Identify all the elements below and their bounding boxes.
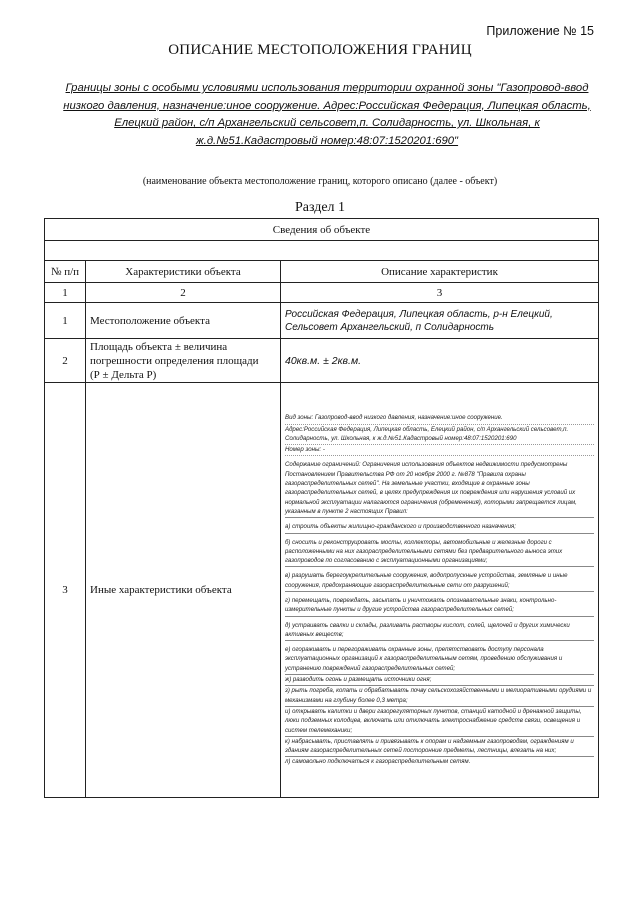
empty-cell	[45, 241, 599, 261]
object-info-heading: Сведения об объекте	[45, 219, 599, 241]
restriction-item: и) открывать калитки и двери газорегуляторных пунктов, станций катодной и дренажной защиты, люки подземных колодцев, включать или отключать электроснабжение средств связи, освещения и систем телемеханики;	[285, 707, 594, 737]
restriction-item: в) разрушать берегоукрепительные сооружения, водопропускные устройства, земляные и иные сооружения, предохраняющие газораспределительные сети от разрушений;	[285, 571, 594, 592]
column-number: 2	[86, 283, 281, 303]
restriction-item: л) самовольно подключаться к газораспределительным сетям.	[285, 758, 471, 766]
restriction-item: б) сносить и реконструировать мосты, коллекторы, автомобильные и железные дороги с расположенными на них газораспределительными сетями без предварительного выноса этих газопроводов по согласованию с эксплуатационными организациями;	[285, 538, 594, 568]
section-title: Раздел 1	[294, 200, 346, 215]
object-caption: (наименование объекта местоположение границ, которого описано (далее - объект)	[142, 176, 498, 187]
header-number: № п/п	[45, 261, 86, 283]
zone-type: Вид зоны: Газопровод-ввод низкого давления, назначение:иное сооружение.	[285, 413, 594, 424]
header-description: Описание характеристик	[281, 261, 599, 283]
characteristic-name-line: Площадь объекта ± величина	[90, 340, 228, 353]
column-number-row	[45, 283, 599, 303]
restriction-item: к) набрасывать, приставлять и привязывать к опорам и надземным газопроводам, ограждениям и зданиям газораспределительных сетей посторонние предметы, лестницы, влезать на них;	[285, 737, 594, 758]
table-row	[45, 339, 599, 383]
appendix-label: Приложение № 15	[486, 24, 594, 38]
table-row	[45, 303, 599, 339]
restriction-item: ж) разводить огонь и размещать источники огня;	[285, 675, 594, 686]
characteristic-name: Иные характеристики объекта	[86, 383, 281, 798]
zone-line: ж.д.№51.Кадастровый номер:48:07:1520201:690"	[195, 134, 459, 147]
row-number: 1	[45, 303, 86, 339]
restrictions-content: Содержание ограничений: Ограничения использования объектов недвижимости предусмотрены Постановлением Правительства РФ от 20 ноября 2000 г. №878 "Правила охраны газораспределительных сетей". На земельные участки, входящие в охранные зоны газораспределительных сетей, в целях предупреждения их повреждения или нарушения условий их нормальной эксплуатации налагаются ограничения (обременения), которыми запрещается лицам, указанным в пункте 2 настоящих Правил:	[285, 460, 594, 518]
table-row	[45, 219, 599, 241]
characteristic-name	[86, 339, 281, 383]
zone-description	[52, 80, 602, 150]
header-characteristic: Характеристики объекта	[86, 261, 281, 283]
page-title: ОПИСАНИЕ МЕСТОПОЛОЖЕНИЯ ГРАНИЦ	[168, 42, 472, 58]
table-header-row	[45, 261, 599, 283]
restriction-item: г) перемещать, повреждать, засыпать и уничтожать опознавательные знаки, контрольно-измерительные пункты и другие устройства газораспределительных сетей;	[285, 596, 594, 617]
area-value: 40кв.м. ± 2кв.м.	[281, 339, 599, 383]
object-table	[44, 218, 599, 798]
zone-address: Адрес:Российская Федерация, Липецкая область, Елецкий район, с/п Архангельский сельсовет,п. Солидарность, ул. Школьная, к ж.д.№51.Кадастровый номер:48:07:1520201:690	[285, 425, 594, 446]
characteristic-name-line: (Р ± Дельта Р)	[90, 368, 157, 381]
restriction-item: а) строить объекты жилищно-гражданского и производственного назначения;	[285, 522, 594, 533]
table-row	[45, 383, 599, 798]
zone-line: низкого давления, назначение:иное сооружение. Адрес:Российская Федерация, Липецкая область,	[63, 99, 591, 112]
column-number: 1	[45, 283, 86, 303]
restriction-item: е) огораживать и перегораживать охранные зоны, препятствовать доступу персонала эксплуатационных организаций к газораспределительным сетям, проведению обслуживания и устранению повреждений газораспределительных сетей;	[285, 645, 594, 675]
restriction-item: д) устраивать свалки и склады, разливать растворы кислот, солей, щелочей и других химически активных веществ;	[285, 621, 594, 642]
characteristic-name-line: погрешности определения площади	[90, 354, 259, 367]
restriction-item: з) рыть погреба, копать и обрабатывать почву сельскохозяйственными и мелиоративными орудиями и механизмами на глубину более 0,3 метра;	[285, 686, 594, 707]
characteristic-value: Российская Федерация, Липецкая область, р-н Елецкий, Сельсовет Архангельский, п Солидарность	[281, 303, 599, 339]
zone-line: Елецкий район, с/п Архангельский сельсовет,п. Солидарность, ул. Школьная, к	[114, 117, 540, 129]
characteristic-name: Местоположение объекта	[86, 303, 281, 339]
row-number: 2	[45, 339, 86, 383]
column-number: 3	[281, 283, 599, 303]
zone-line: Границы зоны с особыми условиями использования территории охранной зоны "Газопровод-ввод	[65, 82, 589, 94]
row-number: 3	[45, 383, 86, 798]
zone-number: Номер зоны: -	[285, 445, 594, 456]
table-row	[45, 241, 599, 261]
restrictions-text	[281, 383, 599, 798]
